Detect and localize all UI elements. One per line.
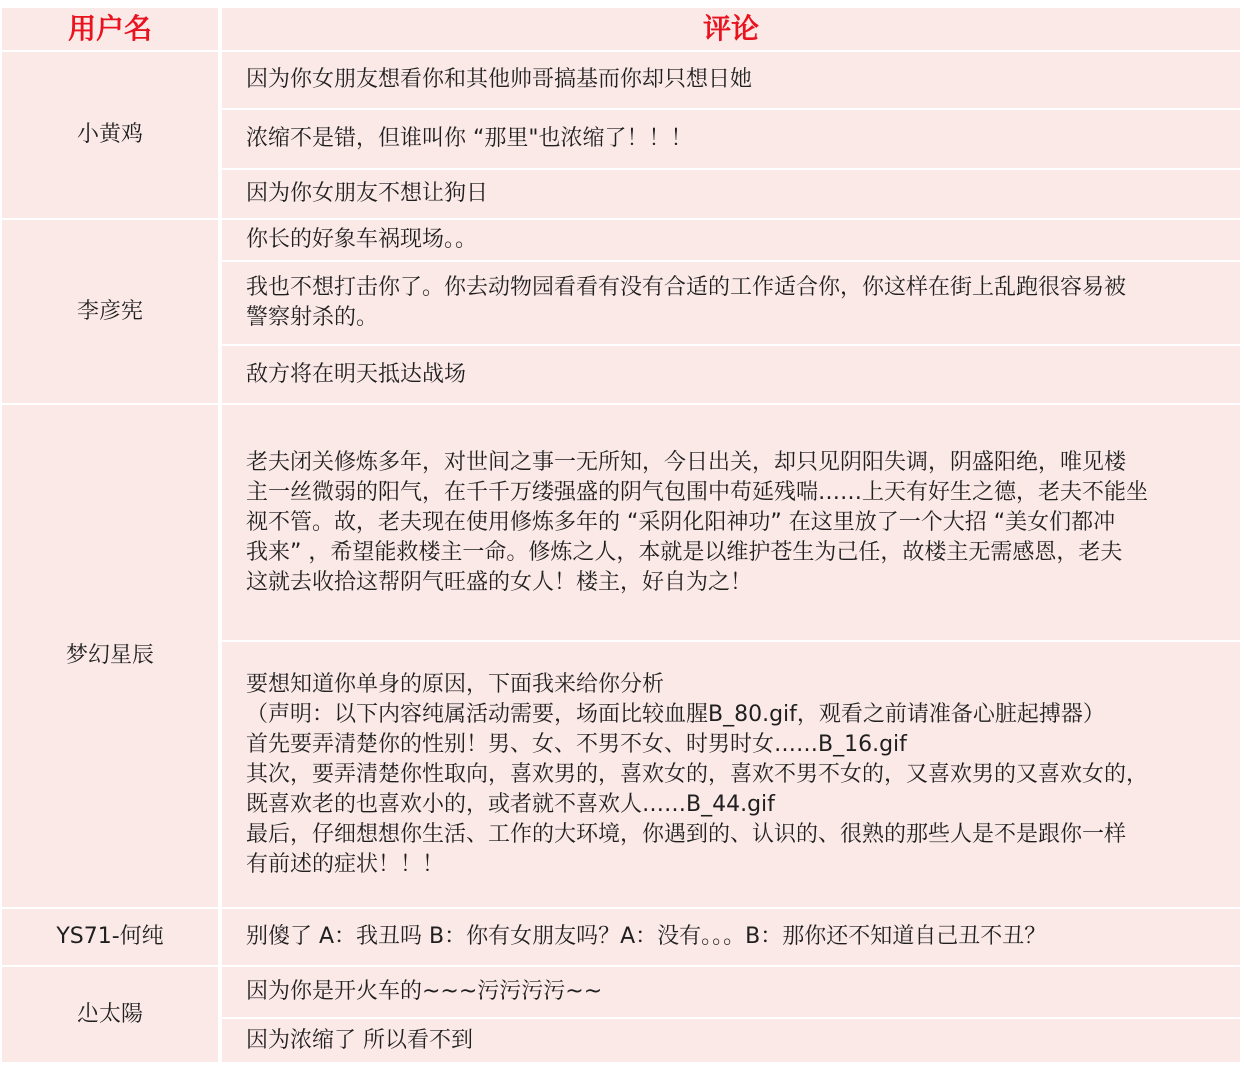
comment-cell [222, 110, 1240, 168]
comment-line: 警察射杀的。 [246, 305, 379, 330]
comment-cell [222, 346, 1240, 403]
comment-line: 既喜欢老的也喜欢小的，或者就不喜欢人……B_44.gif [246, 792, 775, 817]
comment-cell [222, 642, 1240, 907]
comment-line: 因为浓缩了 所以看不到 [246, 1027, 473, 1053]
comment-line: （声明：以下内容纯属活动需要，场面比较血腥B_80.gif，观看之前请准备心脏起搏器） [246, 702, 1105, 727]
comment-line: 视不管。故，老夫现在使用修炼多年的 “采阴化阳神功” 在这里放了一个大招 “美女们都冲 [246, 509, 1116, 535]
comment-cell [222, 170, 1240, 218]
comment-line: 我也不想打击你了。你去动物园看看有没有合适的工作适合你，你这样在街上乱跑很容易被 [246, 275, 1127, 300]
comment-cell [222, 967, 1240, 1017]
user-cell: 小黄鸡 [2, 52, 218, 218]
comment-line: 有前述的症状！！！ [246, 852, 445, 877]
comment-line: 要想知道你单身的原因，下面我来给你分析 [246, 672, 665, 697]
comment-line: 因为你女朋友想看你和其他帅哥搞基而你却只想日她 [246, 67, 753, 92]
comment-cell [222, 1019, 1240, 1062]
comment-line: 这就去收拾这帮阴气旺盛的女人！楼主，好自为之！ [246, 569, 753, 595]
comment-cell [222, 262, 1240, 344]
comment-line: 主一丝微弱的阳气，在千千万缕强盛的阴气包围中苟延残喘……上天有好生之德，老夫不能坐 [246, 479, 1149, 505]
comment-cell [222, 405, 1240, 640]
user-cell: YS71-何纯 [2, 909, 218, 965]
comment-line: 老夫闭关修炼多年，对世间之事一无所知，今日出关，却只见阴阳失调，阴盛阳绝，唯见楼 [246, 449, 1127, 475]
comment-line: 最后，仔细想想你生活、工作的大环境，你遇到的、认识的、很熟的那些人是不是跟你一样 [246, 822, 1127, 847]
comment-cell [222, 909, 1240, 965]
comment-line: 别傻了 A：我丑吗 B：你有女朋友吗？A：没有。。。B：那你还不知道自己丑不丑？ [246, 924, 1047, 949]
comment-line: 浓缩不是错，但谁叫你 “那里"也浓缩了！！！ [246, 126, 693, 151]
user-cell: 梦幻星辰 [2, 405, 218, 907]
user-cell: 尐太陽 [2, 967, 218, 1062]
comment-cell [222, 220, 1240, 260]
comment-line: 你长的好象车祸现场。。 [246, 227, 478, 252]
header-comment: 评论 [222, 8, 1240, 50]
user-cell: 李彦宪 [2, 220, 218, 403]
comment-line: 敌方将在明天抵达战场 [246, 361, 467, 387]
comments-table [0, 8, 1244, 1062]
header-user: 用户名 [2, 8, 218, 50]
comment-line: 首先要弄清楚你的性别！男、女、不男不女、时男时女……B_16.gif [246, 732, 907, 757]
comment-line: 因为你女朋友不想让狗日 [246, 181, 489, 206]
comment-cell [222, 52, 1240, 108]
comment-line: 我来” ，希望能救楼主一命。修炼之人，本就是以维护苍生为己任，故楼主无需感恩，老夫 [246, 539, 1123, 565]
comment-line: 其次，要弄清楚你性取向，喜欢男的，喜欢女的，喜欢不男不女的，又喜欢男的又喜欢女的， [246, 762, 1149, 787]
comment-line: 因为你是开火车的~~~污污污污~~ [246, 979, 603, 1004]
